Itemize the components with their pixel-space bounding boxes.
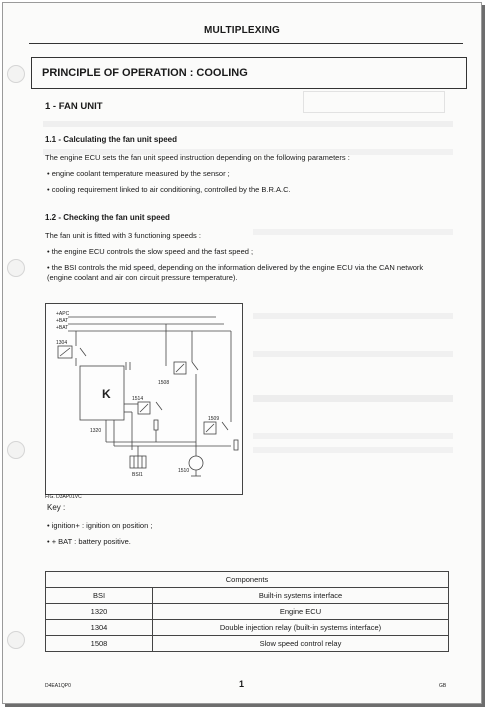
table-cell-code: BSI — [46, 588, 153, 604]
label-1508: 1508 — [158, 380, 170, 386]
label-1509: 1509 — [208, 416, 220, 422]
binder-hole — [7, 259, 25, 277]
table-cell-description: Built-in systems interface — [153, 588, 449, 604]
table-cell-description: Slow speed control relay — [153, 636, 449, 652]
document-page — [2, 2, 482, 704]
section-heading-fan-unit: 1 - FAN UNIT — [45, 101, 103, 112]
subsection-heading-calculating: 1.1 - Calculating the fan unit speed — [45, 135, 178, 144]
page-header: MULTIPLEXING — [203, 25, 281, 36]
label-1510: 1510 — [178, 468, 190, 474]
label-ecu-letter: K — [102, 387, 111, 401]
label-bat-2: +BAT — [56, 325, 69, 331]
page-title: PRINCIPLE OF OPERATION : COOLING — [42, 67, 248, 79]
table-row — [46, 588, 449, 604]
header-rule — [29, 43, 463, 44]
fan-motor-1510-symbol — [189, 456, 203, 470]
bullet-coolant-temperature: • engine coolant temperature measured by the sensor ; — [47, 169, 230, 178]
table-cell-code: 1508 — [46, 636, 153, 652]
wiring-diagram-svg — [46, 304, 242, 494]
paragraph-functioning-speeds: The fan unit is fitted with 3 functioning speeds : — [45, 231, 201, 240]
table-row — [46, 604, 449, 620]
table-header-components: Components — [46, 572, 449, 588]
label-1514: 1514 — [132, 396, 144, 402]
table-cell-code: 1304 — [46, 620, 153, 636]
table-row — [46, 636, 449, 652]
label-bat-1: +BAT — [56, 318, 69, 324]
label-1320: 1320 — [90, 428, 102, 434]
binder-hole — [7, 65, 25, 83]
components-table — [45, 571, 449, 652]
footer-page-number: 1 — [239, 679, 245, 689]
subsection-heading-checking: 1.2 - Checking the fan unit speed — [45, 213, 170, 222]
bullet-engine-ecu-speeds: • the engine ECU controls the slow speed and the fast speed ; — [47, 247, 254, 256]
binder-hole — [7, 441, 25, 459]
table-cell-description: Double injection relay (built-in systems interface) — [153, 620, 449, 636]
label-apc: +APC — [56, 311, 70, 317]
key-item-ignition: • ignition+ : ignition on position ; — [47, 521, 153, 530]
label-bsi: BSI1 — [132, 472, 143, 478]
table-header-row — [46, 572, 449, 588]
title-box — [31, 57, 467, 89]
bullet-bsi-mid-speed: • the BSI controls the mid speed, depending on the information delivered by the engine ECU via the CAN network (engine coolant and air con circuit pressure temperature). — [47, 263, 424, 282]
key-item-battery: • + BAT : battery positive. — [47, 537, 131, 546]
label-1304: 1304 — [56, 340, 68, 346]
paragraph-speed-instruction: The engine ECU sets the fan unit speed instruction depending on the following parameters : — [45, 153, 350, 162]
table-cell-description: Engine ECU — [153, 604, 449, 620]
footer-language-code: GB — [439, 683, 447, 689]
table-row — [46, 620, 449, 636]
bullet-cooling-requirement: • cooling requirement linked to air conditioning, controlled by the B.R.A.C. — [47, 185, 291, 194]
footer-document-code: D4EA1QP0 — [45, 683, 71, 689]
figure-caption: FIG. D3AP01VC — [45, 494, 82, 500]
binder-hole — [7, 631, 25, 649]
key-title: Key : — [47, 503, 66, 512]
wiring-diagram — [45, 303, 243, 495]
table-cell-code: 1320 — [46, 604, 153, 620]
